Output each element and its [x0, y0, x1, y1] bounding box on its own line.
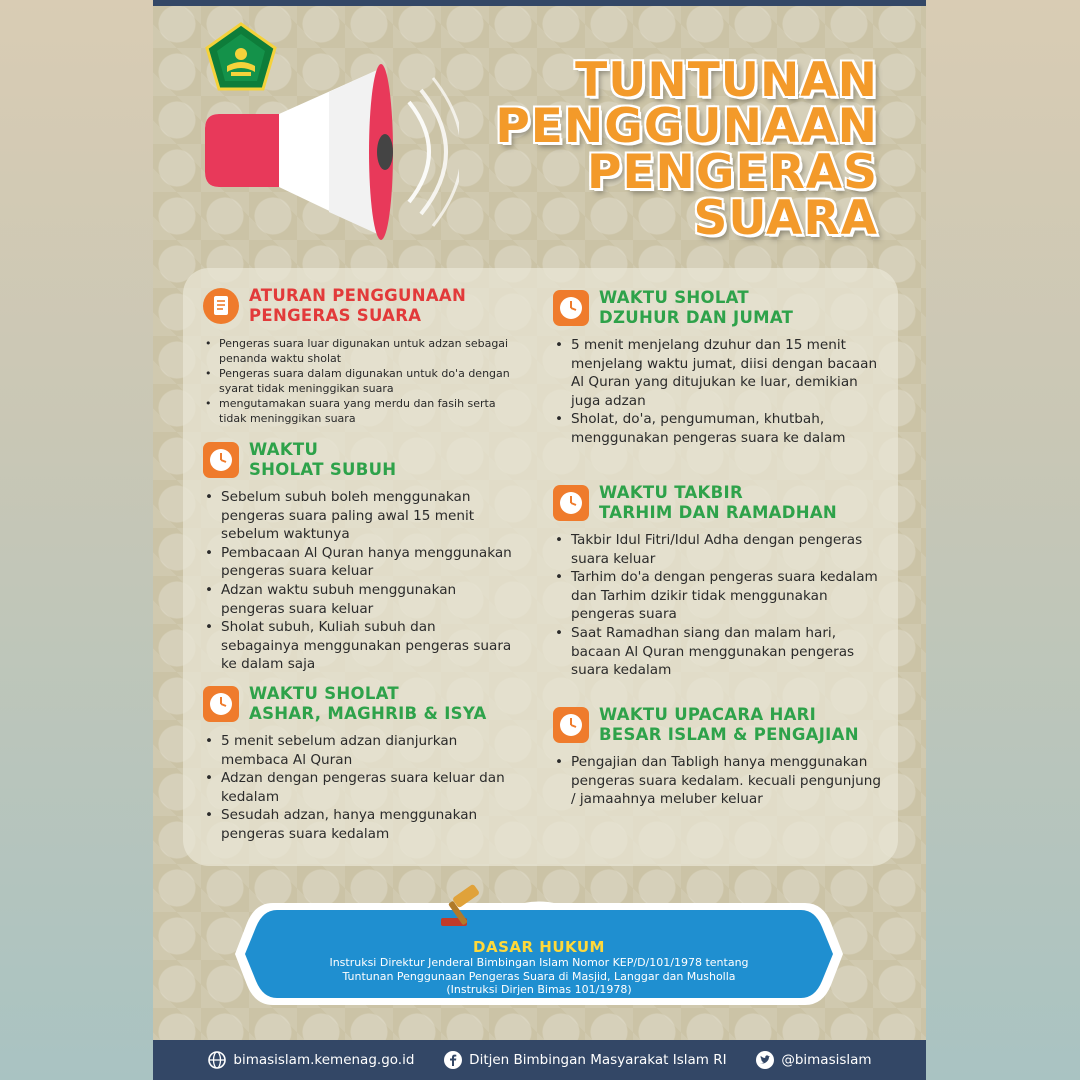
- facebook-icon: [443, 1050, 463, 1070]
- dasar-hukum-banner: [233, 893, 845, 1015]
- section-dzuhur: [553, 288, 883, 448]
- title-line: SUARA: [693, 191, 878, 246]
- twitter-icon: [755, 1050, 775, 1070]
- list-item: • Pengajian dan Tabligh hanya menggunakan pengeras suara kedalam. kecuali pengunjung / jamaahnya meluber keluar: [553, 753, 883, 809]
- twitter-text: @bimasislam: [781, 1052, 872, 1068]
- section-title: SHOLAT SUBUH: [249, 460, 397, 479]
- dasar-hukum-line: (Instruksi Dirjen Bimas 101/1978): [446, 983, 632, 996]
- list-item: • Sesudah adzan, hanya menggunakan pengeras suara kedalam: [203, 806, 513, 843]
- footer-website[interactable]: [207, 1050, 414, 1070]
- list-item: • Sholat subuh, Kuliah subuh dan sebagainya menggunakan pengeras suara ke dalam saja: [203, 618, 513, 674]
- section-aturan: [203, 286, 513, 426]
- section-title: ASHAR, MAGHRIB & ISYA: [249, 704, 487, 723]
- list-item: • Pengeras suara dalam digunakan untuk do'a dengan syarat tidak meninggikan suara: [203, 366, 513, 396]
- list-item: • 5 menit sebelum adzan dianjurkan membaca Al Quran: [203, 732, 513, 769]
- globe-icon: [207, 1050, 227, 1070]
- top-bar: [153, 0, 926, 6]
- title-line: PENGERAS: [587, 145, 878, 200]
- footer-facebook[interactable]: [443, 1050, 726, 1070]
- section-subuh: [203, 440, 513, 674]
- document-icon: [203, 288, 239, 324]
- clock-icon: [203, 442, 239, 478]
- section-title: DZUHUR DAN JUMAT: [599, 308, 794, 327]
- clock-icon: [553, 485, 589, 521]
- clock-icon: [203, 686, 239, 722]
- list-item: • Adzan dengan pengeras suara keluar dan kedalam: [203, 769, 513, 806]
- title-line: PENGGUNAAN: [495, 99, 878, 154]
- megaphone-icon: [199, 62, 459, 247]
- clock-icon: [553, 707, 589, 743]
- list-item: • Saat Ramadhan siang dan malam hari, bacaan Al Quran menggunakan pengeras suara kedalam: [553, 624, 883, 680]
- section-title: WAKTU SHOLAT: [249, 684, 399, 703]
- footer: [153, 1040, 926, 1080]
- list-item: • Sebelum subuh boleh menggunakan pengeras suara paling awal 15 menit sebelum waktunya: [203, 488, 513, 544]
- section-title: WAKTU UPACARA HARI: [599, 705, 817, 724]
- section-title: PENGERAS SUARA: [249, 306, 422, 325]
- page-title: [495, 53, 878, 246]
- list: [553, 531, 883, 680]
- footer-twitter[interactable]: [755, 1050, 871, 1070]
- list: [203, 488, 513, 674]
- list: [553, 336, 883, 448]
- list-item: • 5 menit menjelang dzuhur dan 15 menit menjelang waktu jumat, diisi dengan bacaan Al Quran yang ditujukan ke luar, demikian juga adzan: [553, 336, 883, 410]
- list-item: • Takbir Idul Fitri/Idul Adha dengan pengeras suara keluar: [553, 531, 883, 568]
- list: [203, 732, 513, 844]
- dasar-hukum-line: Instruksi Direktur Jenderal Bimbingan Islam Nomor KEP/D/101/1978 tentang: [329, 956, 749, 969]
- list-item: • Sholat, do'a, pengumuman, khutbah, menggunakan pengeras suara ke dalam: [553, 410, 883, 447]
- list-item: • Tarhim do'a dengan pengeras suara kedalam dan Tarhim dzikir tidak menggunakan pengeras suara: [553, 568, 883, 624]
- list-item: • Adzan waktu subuh menggunakan pengeras suara keluar: [203, 581, 513, 618]
- section-title: WAKTU SHOLAT: [599, 288, 749, 307]
- list-item: • Pengeras suara luar digunakan untuk adzan sebagai penanda waktu sholat: [203, 336, 513, 366]
- clock-icon: [553, 290, 589, 326]
- website-text: bimasislam.kemenag.go.id: [233, 1052, 415, 1068]
- dasar-hukum-title: DASAR HUKUM: [473, 938, 605, 956]
- facebook-text: Ditjen Bimbingan Masyarakat Islam RI: [469, 1052, 727, 1068]
- gavel-icon: [435, 884, 487, 932]
- section-ashar: [203, 684, 513, 844]
- list: [553, 753, 883, 809]
- title-line: TUNTUNAN: [575, 53, 878, 108]
- list: [203, 336, 513, 426]
- list-item: • Pembacaan Al Quran hanya menggunakan pengeras suara keluar: [203, 544, 513, 581]
- dasar-hukum-line: Tuntunan Penggunaan Pengeras Suara di Masjid, Langgar dan Musholla: [342, 969, 736, 983]
- section-takbir: [553, 483, 883, 680]
- section-upacara: [553, 705, 883, 809]
- section-title: WAKTU: [249, 440, 319, 459]
- section-title: BESAR ISLAM & PENGAJIAN: [599, 725, 859, 744]
- poster: [153, 0, 926, 1080]
- list-item: • mengutamakan suara yang merdu dan fasih serta tidak meninggikan suara: [203, 396, 513, 426]
- section-title: TARHIM DAN RAMADHAN: [599, 503, 838, 522]
- section-title: ATURAN PENGGUNAAN: [249, 286, 467, 305]
- section-title: WAKTU TAKBIR: [599, 483, 743, 502]
